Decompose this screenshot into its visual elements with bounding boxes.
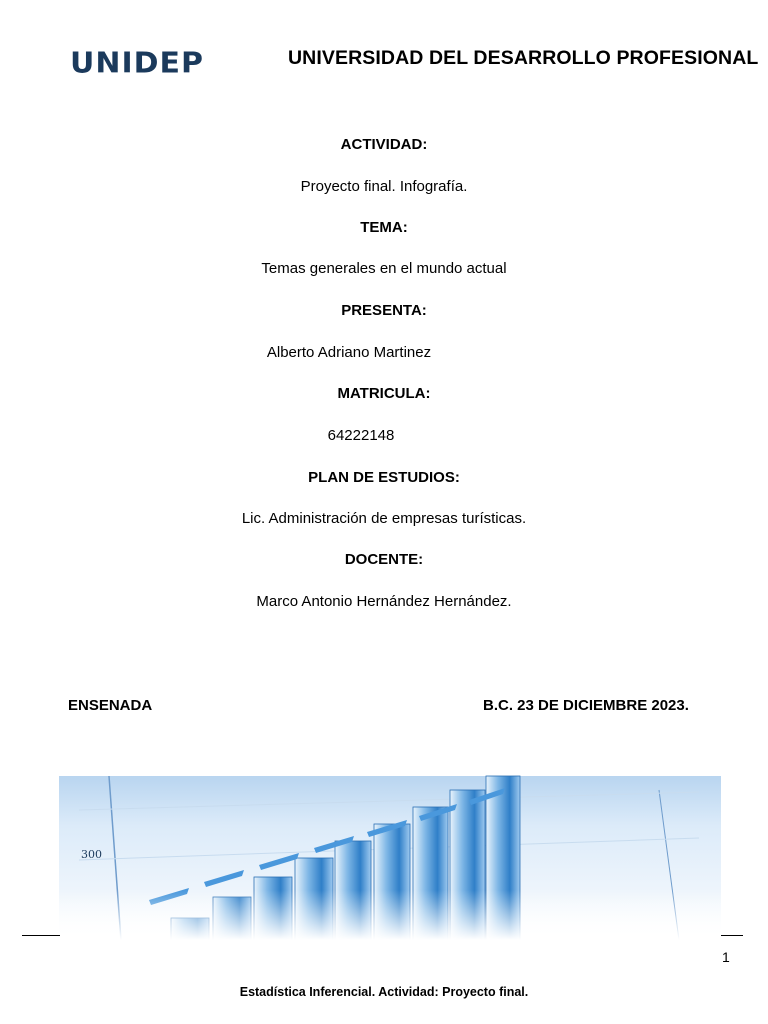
id-label: MATRICULA: <box>337 385 431 402</box>
teacher-label: DOCENTE: <box>344 551 424 568</box>
footer-rule-right <box>721 935 743 936</box>
id-value: 64222148 <box>327 427 395 444</box>
activity-value: Proyecto final. Infografía. <box>300 178 468 195</box>
banner-axis-label: 300 <box>81 848 102 861</box>
plan-value: Lic. Administración de empresas turísticas. <box>241 510 527 527</box>
presenter-value: Alberto Adriano Martinez <box>266 344 432 361</box>
teacher-value: Marco Antonio Hernández Hernández. <box>256 593 512 610</box>
footer-rule-left <box>22 935 60 936</box>
presenter-label: PRESENTA: <box>341 302 427 319</box>
page-number: 1 <box>722 949 730 965</box>
city: ENSENADA <box>68 697 153 714</box>
topic-label: TEMA: <box>360 219 408 236</box>
unidep-logo: UNIDEP <box>70 46 205 81</box>
banner-fade <box>59 890 721 940</box>
footer-caption: Estadística Inferencial. Actividad: Proyecto final. <box>239 985 529 999</box>
date: B.C. 23 DE DICIEMBRE 2023. <box>483 697 689 714</box>
university-title: UNIVERSIDAD DEL DESARROLLO PROFESIONAL <box>288 47 759 69</box>
banner-top-band <box>59 750 721 776</box>
plan-label: PLAN DE ESTUDIOS: <box>308 469 460 486</box>
activity-label: ACTIVIDAD: <box>340 136 428 153</box>
bar-chart-banner-image <box>59 750 721 940</box>
topic-value: Temas generales en el mundo actual <box>261 260 507 277</box>
